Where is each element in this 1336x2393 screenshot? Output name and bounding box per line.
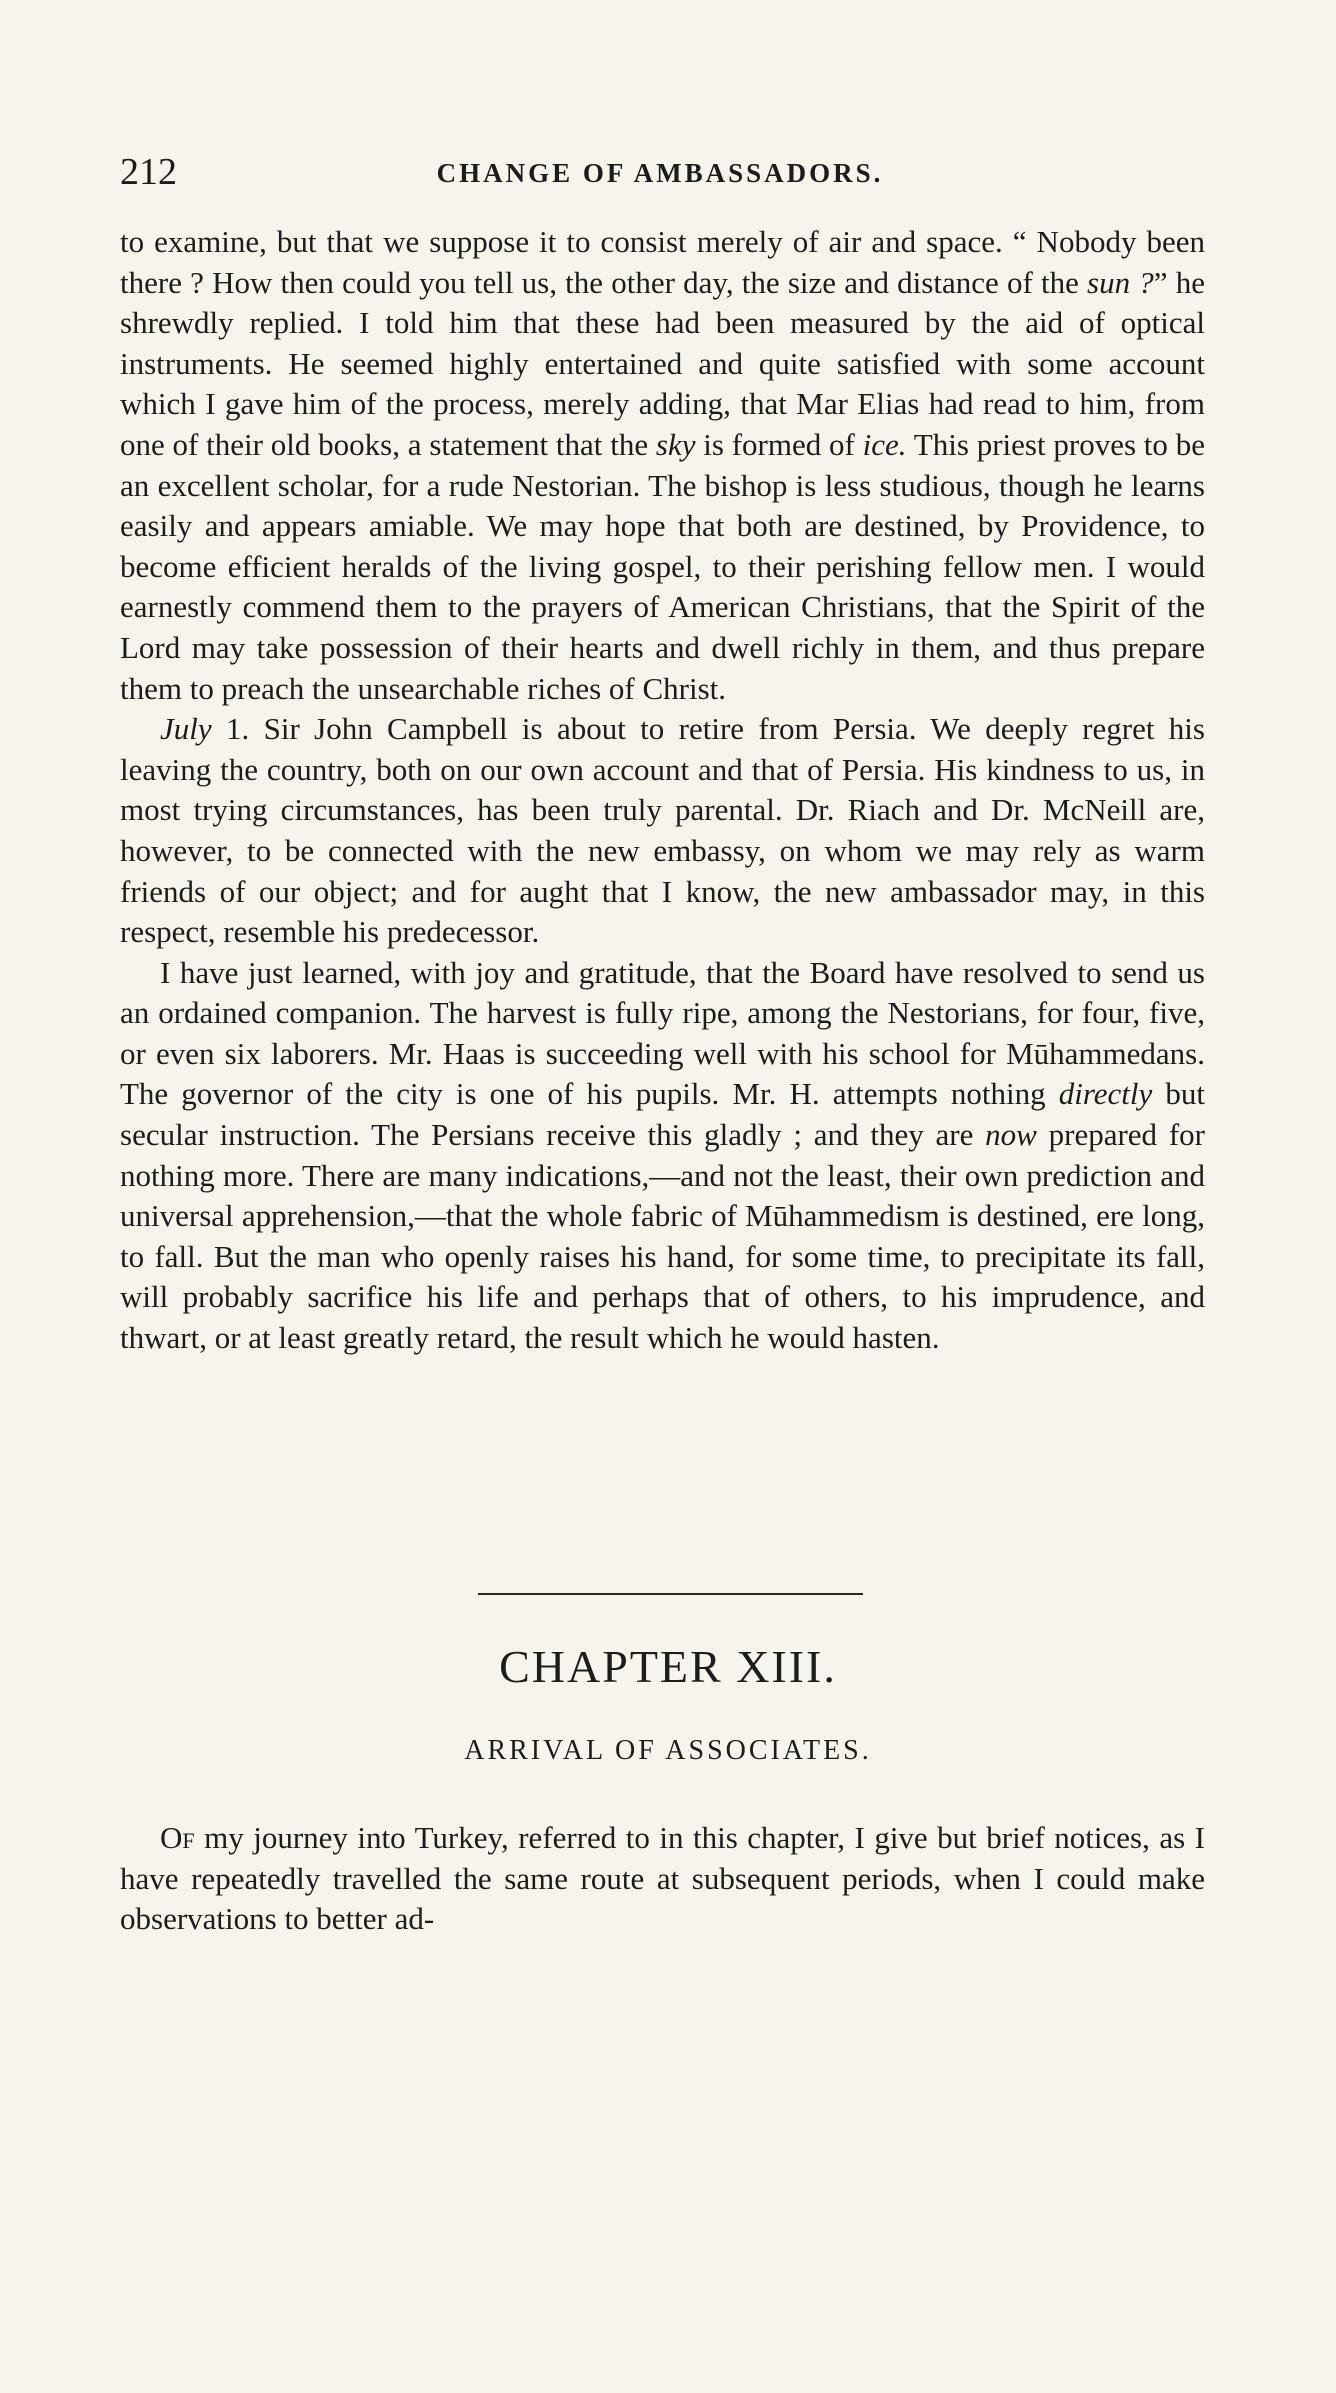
chapter-title: CHAPTER XIII. <box>499 1641 837 1692</box>
italic-span: now <box>985 1117 1037 1153</box>
text-span: is formed of <box>695 426 863 462</box>
body-text <box>120 222 1205 1359</box>
text-span: I have just learned, with joy and gratitude, that the Board have resolved to send us an ordained companion. The harvest is fully ripe, among the Nestorians, for four, five, or even six laborers. Mr. Haas is succeeding well with his school for Mūhammedans. The governor of the city is one of his pupils. Mr. H. attempts nothing <box>120 954 1205 1112</box>
section-divider <box>478 1593 863 1595</box>
text-span: 1. Sir John Campbell is about to retire from Persia. We deeply regret his leaving the country, both on our own account and that of Persia. His kindness to us, in most trying circumstances, has been truly parental. Dr. Riach and Dr. McNeill are, however, to be connected with the new embassy, on whom we may rely as warm friends of our object; and for aught that I know, the new ambassador may, in this respect, resemble his predecessor. <box>120 711 1205 950</box>
text-span: to examine, but that we suppose it to consist merely of air and space. “ Nobody been there ? How then could you tell us, the other day, the size and distance of the <box>120 224 1205 300</box>
chapter-paragraph <box>120 1818 1205 1940</box>
paragraph-2 <box>120 709 1205 953</box>
text-span: but secular instruction. The Persians receive this gladly ; and they are <box>120 1076 1205 1153</box>
text-span: my journey into Turkey, referred to in this chapter, I give but brief notices, as I have repeatedly travelled the same route at subsequent periods, when I could make observations to better ad- <box>120 1820 1205 1937</box>
page-header <box>120 150 1200 200</box>
text-span: prepared for nothing more. There are many indications,—and not the least, their own prediction and universal apprehension,—that the whole fabric of Mūhammedism is destined, ere long, to fall. But the man who openly raises his hand, for some time, to precipitate its fall, will probably sacrifice his life and perhaps that of others, to his imprudence, and thwart, or at least greatly retard, the result which he would hasten. <box>120 1117 1206 1356</box>
paragraph-1 <box>120 222 1205 709</box>
italic-span: July <box>160 711 212 747</box>
italic-span: sky <box>655 426 696 462</box>
page-number: 212 <box>120 151 177 193</box>
chapter-subtitle: ARRIVAL OF ASSOCIATES. <box>464 1735 872 1766</box>
chapter-text <box>120 1818 1205 1940</box>
italic-span: directly <box>1058 1076 1153 1112</box>
running-head: CHANGE OF AMBASSADORS. <box>436 158 884 188</box>
paragraph-3 <box>120 953 1205 1359</box>
italic-span: sun ? <box>1087 264 1154 300</box>
italic-span: ice. <box>862 426 907 462</box>
text-span: This priest proves to be an excellent scholar, for a rude Nestorian. The bishop is less studious, though he learns easily and appears amiable. We may hope that both are destined, by Providence, to become efficient heralds of the living gospel, to their perishing fellow men. I would earnestly commend them to the prayers of American Christians, that the Spirit of the Lord may take possession of their hearts and dwell richly in them, and thus prepare them to preach the unsearchable riches of Christ. <box>120 426 1205 706</box>
lead-word: Of <box>160 1820 195 1855</box>
text-span: ” he shrewdly replied. I told him that these had been measured by the aid of optical instruments. He seemed highly entertained and quite satisfied with some account which I gave him of the process, merely adding, that Mar Elias had read to him, from one of their old books, a statement that the <box>120 264 1205 462</box>
